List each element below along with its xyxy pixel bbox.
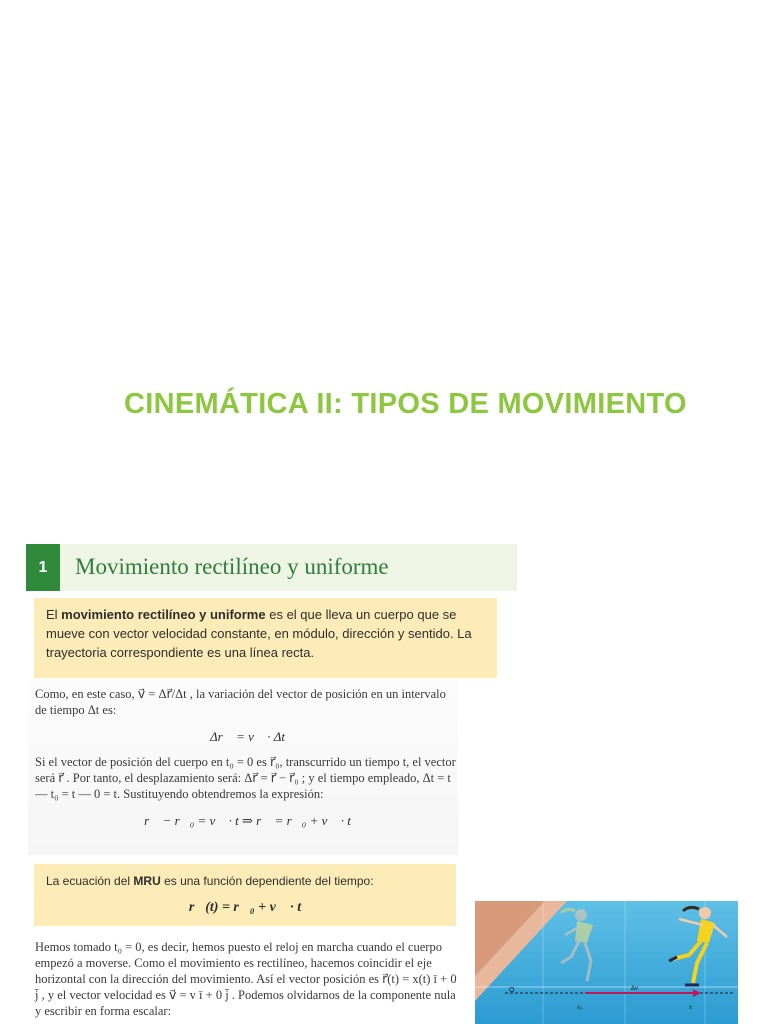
x-label: x <box>689 1005 692 1011</box>
section-number: 1 <box>26 544 60 591</box>
mru-prefix: La ecuación del <box>46 874 134 888</box>
paragraph-position: Si el vector de posición del cuerpo en t₀ = 0 es r⃗₀, transcurrido un tiempo t, el vector será r⃗ . Por tanto, el desplazamiento será: Δr⃗ = r⃗ − r⃗₀ ; y el tiempo empleado, Δt = t — t₀ = t — 0 = t. Sustituyendo obtendremos la expresión: <box>35 755 456 801</box>
section-header <box>26 544 517 591</box>
origin-label: O <box>509 987 515 994</box>
page-title: CINEMÁTICA II: TIPOS DE MOVIMIENTO <box>124 388 687 420</box>
skater-illustration <box>475 901 738 1024</box>
definition-box <box>34 598 497 678</box>
formula-position: r⃗ − r⃗₀ = v⃗ · t ⇒ r⃗ = r⃗₀ + v⃗ · t <box>144 813 351 828</box>
mru-equation-box <box>34 864 456 926</box>
delta-label: Δv <box>631 986 639 992</box>
mru-formula: r⃗(t) = r⃗₀ + v⃗ · t <box>188 900 302 915</box>
definition-prefix: El <box>46 607 62 622</box>
skater-figure <box>475 901 738 1024</box>
definition-term: movimiento rectilíneo y uniforme <box>61 607 266 622</box>
paragraph-velocity: Como, en este caso, v⃗ = Δr⃗/Δt , la variación del vector de posición en un intervalo de tiempo Δt es: <box>35 687 446 717</box>
paragraph-mru-scalar: Hemos tomado t₀ = 0, es decir, hemos puesto el reloj en marcha cuando el cuerpo empezó a moverse. Como el movimiento es rectilíneo, hacemos coincidir el eje horizontal con la dirección del movimiento. Así el vector posición es r⃗(t) = x(t) ī + 0 j̄ , y el vector velocidad es v⃗ = v ī + 0 j̄ . Podemos olvidarnos de la componente nula y escribir en forma escalar: <box>35 940 457 1018</box>
mru-suffix: es una función dependiente del tiempo: <box>160 874 374 888</box>
definition-text: es el que lleva un cuerpo que se mueve con vector velocidad constante, en módulo, dirección y sentido. La trayectoria correspondiente es una línea recta. <box>46 607 472 660</box>
section-title: Movimiento rectilíneo y uniforme <box>75 554 389 579</box>
mru-term: MRU <box>133 874 161 888</box>
formula-displacement: Δr⃗ = v⃗ · Δt <box>210 729 285 744</box>
x0-label: x₀ <box>577 1005 583 1011</box>
